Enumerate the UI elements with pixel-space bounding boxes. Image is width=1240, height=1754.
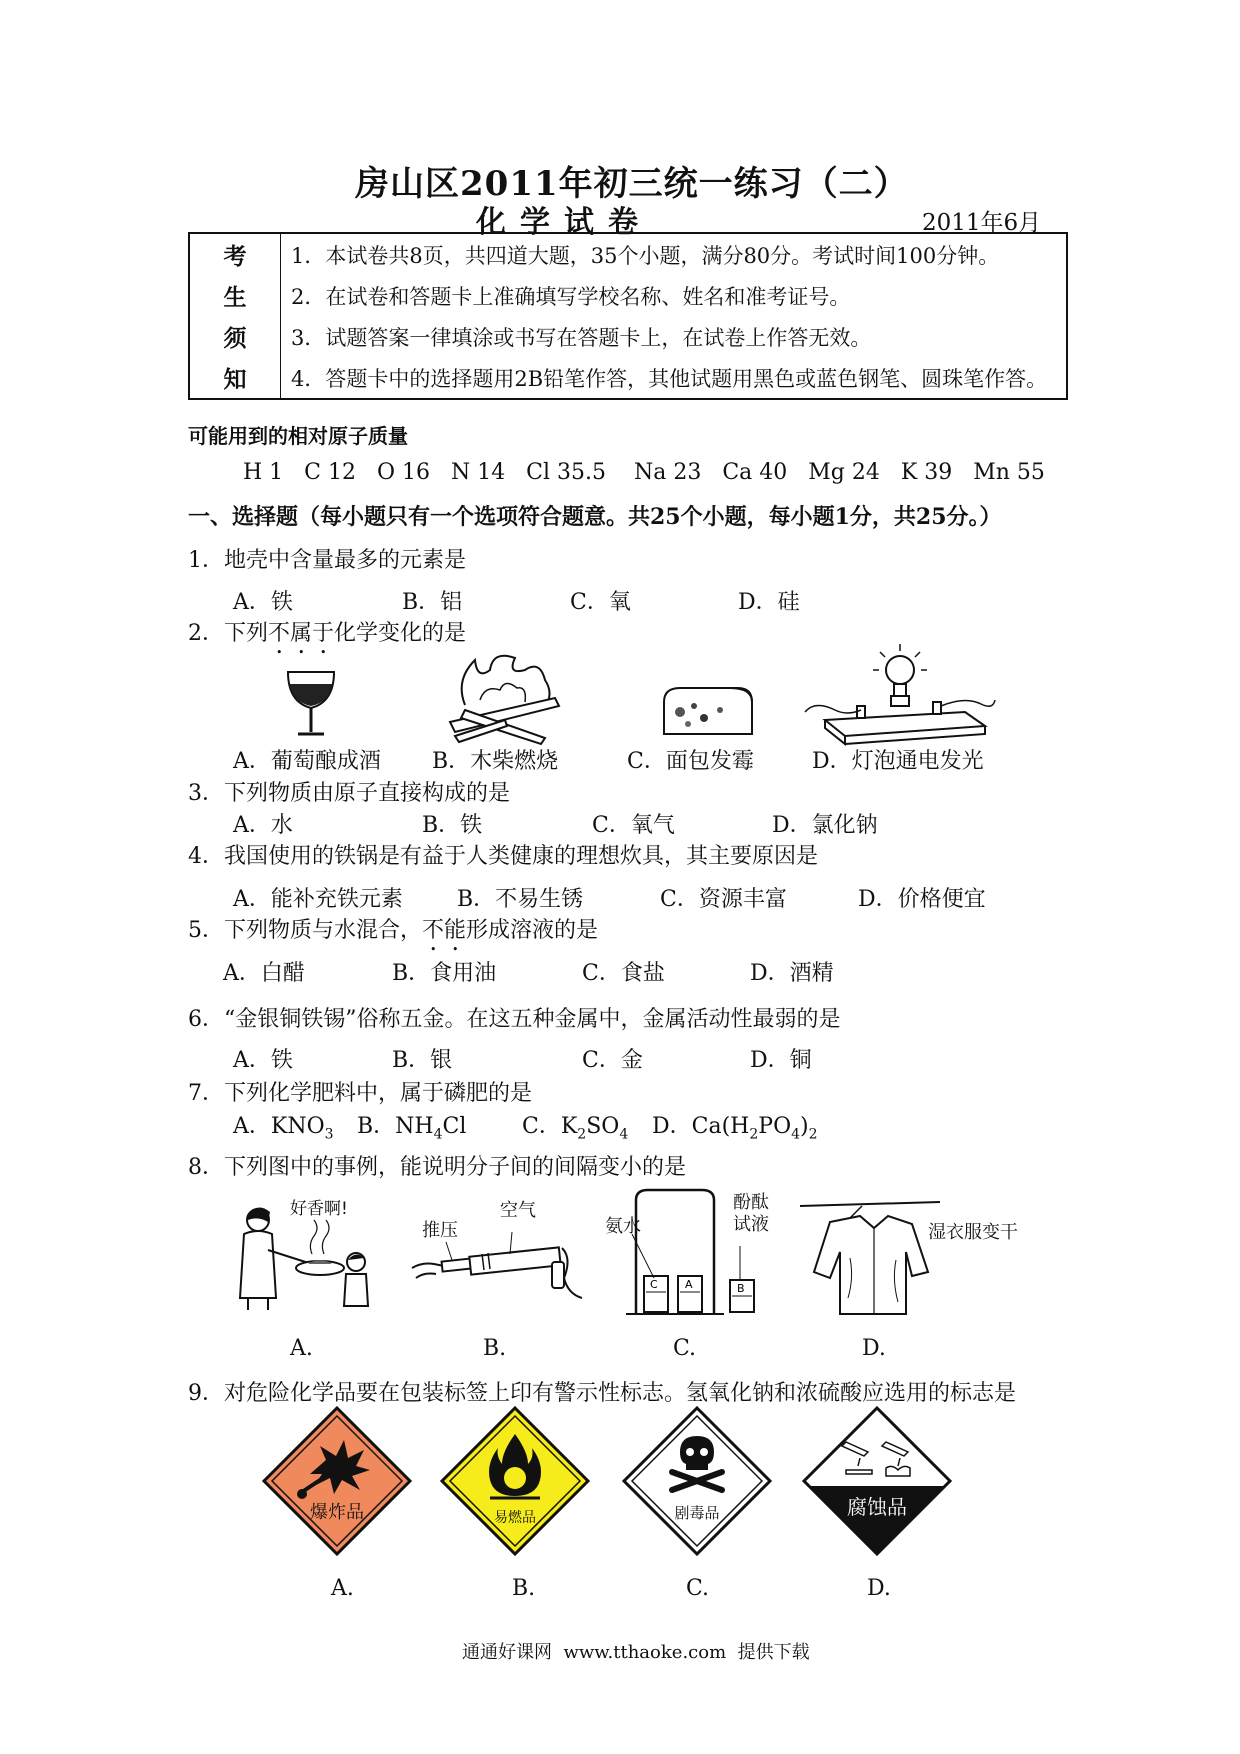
notice-item: 3．试题答案一律填涂或书写在答题卡上，在试卷上作答无效。 [281, 316, 1068, 357]
wine-glass-image [282, 668, 342, 740]
option-b: B．铝 [402, 590, 463, 615]
option-d: D．灯泡通电发光 [812, 749, 984, 774]
stem-post: 形成溶液的是 [466, 918, 599, 943]
question-stem: 3．下列物质由原子直接构成的是 [188, 781, 510, 806]
notice-item: 4．答题卡中的选择题用2B铅笔作答，其他试题用黑色或蓝色钢笔、圆珠笔作答。 [281, 357, 1068, 399]
beaker-label: C [650, 1278, 658, 1291]
stem-post: 化学变化的是 [334, 621, 467, 646]
option-b: B．铁 [422, 813, 483, 838]
option-d: D．氯化钠 [772, 813, 878, 838]
stem-pre: 2．下列 [188, 621, 268, 646]
option-d: D．铜 [750, 1048, 812, 1073]
image-label: 湿衣服变干 [928, 1222, 1018, 1243]
option-c: C. [673, 1336, 697, 1361]
question-stem [188, 616, 466, 659]
section-heading: 一、选择题（每小题只有一个选项符合题意。共25个小题，每小题1分，共25分。） [188, 504, 1002, 530]
option-a: A．$KNO_3$ [233, 1114, 334, 1143]
corrosive-hazard-sign [802, 1406, 952, 1556]
option-c: C. [686, 1576, 710, 1601]
option-b: B. [512, 1576, 536, 1601]
light-bulb-circuit-image [805, 640, 995, 745]
sign-label: 易燃品 [494, 1510, 536, 1526]
sign-label: 腐蚀品 [847, 1495, 907, 1519]
option-d: D．酒精 [750, 961, 834, 986]
question-stem: 8．下列图中的事例，能说明分子间的间隔变小的是 [188, 1155, 686, 1180]
option-d: D. [862, 1336, 886, 1361]
image-label: 氨水 [605, 1216, 641, 1237]
option-b: B．$NH_4Cl$ [357, 1114, 467, 1143]
notice-label-char: 知 [189, 357, 281, 399]
flammable-hazard-sign [440, 1406, 590, 1556]
option-a: A．能补充铁元素 [233, 887, 403, 912]
image-label: 好香啊! [290, 1199, 348, 1219]
option-a: A．白醋 [223, 961, 305, 986]
moldy-bread-image [660, 682, 755, 740]
question-stem [188, 913, 598, 956]
page-title: 房山区2011年初三统一练习（二） [355, 164, 909, 204]
option-a: A．铁 [233, 590, 293, 615]
question-stem: 4．我国使用的铁锅是有益于人类健康的理想炊具，其主要原因是 [188, 844, 818, 869]
beaker-label: A [685, 1278, 693, 1291]
atomic-mass-heading: 可能用到的相对原子质量 [188, 424, 408, 448]
option-d: D. [867, 1576, 891, 1601]
option-a: A．葡萄酿成酒 [233, 749, 381, 774]
beaker-label: B [737, 1282, 745, 1295]
option-c: C．氧气 [592, 813, 675, 838]
option-a: A. [331, 1576, 354, 1601]
option-c: C．面包发霉 [627, 749, 754, 774]
image-label: 试液 [733, 1214, 769, 1235]
option-a: A．铁 [233, 1048, 293, 1073]
option-d: D．价格便宜 [858, 887, 986, 912]
notice-label-char: 须 [189, 316, 281, 357]
exam-notice-table [188, 232, 1068, 400]
option-b: B．不易生锈 [457, 887, 584, 912]
notice-item: 2．在试卷和答题卡上准确填写学校名称、姓名和准考证号。 [281, 275, 1068, 316]
stem-emphasis: 不能 [422, 918, 467, 943]
question-stem: 1．地壳中含量最多的元素是 [188, 548, 466, 573]
toxic-hazard-sign [622, 1406, 772, 1556]
question-stem: 9．对危险化学品要在包装标签上印有警示性标志。氢氧化钠和浓硫酸应选用的标志是 [188, 1381, 1016, 1406]
stem-pre: 5．下列物质与水混合， [188, 918, 422, 943]
question-stem: 7．下列化学肥料中，属于磷肥的是 [188, 1081, 532, 1106]
image-label: 推压 [422, 1220, 458, 1241]
option-d: D．$Ca(H_2PO_4)_2$ [652, 1114, 818, 1143]
option-b: B．木柴燃烧 [432, 749, 559, 774]
sign-label: 爆炸品 [310, 1502, 364, 1523]
option-b: B．银 [392, 1048, 453, 1073]
wet-shirt-image [800, 1198, 940, 1318]
page-subtitle: 化学试卷 [476, 205, 652, 240]
image-label: 空气 [500, 1200, 536, 1221]
burning-wood-image [445, 650, 565, 745]
exam-date: 2011年6月 [922, 210, 1042, 236]
question-stem: 6．“金银铜铁锡”俗称五金。在这五种金属中，金属活动性最弱的是 [188, 1007, 841, 1032]
explosive-hazard-sign [262, 1406, 412, 1556]
notice-label-char: 考 [189, 233, 281, 275]
stem-emphasis: 不属于 [268, 621, 335, 646]
image-label: 酚酞 [733, 1192, 769, 1213]
sign-label: 剧毒品 [674, 1504, 720, 1522]
option-d: D．硅 [738, 590, 800, 615]
atomic-mass-values: H 1 C 12 O 16 N 14 Cl 35.5 Na 23 Ca 40 Mg 24 K 39 Mn 55 [243, 460, 1045, 485]
option-c: C．氧 [570, 590, 631, 615]
option-b: B．食用油 [392, 961, 497, 986]
option-a: A. [290, 1336, 313, 1361]
option-c: C．食盐 [582, 961, 665, 986]
option-c: C．金 [582, 1048, 643, 1073]
option-b: B. [483, 1336, 507, 1361]
notice-item: 1．本试卷共8页，共四道大题，35个小题，满分80分。考试时间100分钟。 [281, 233, 1068, 275]
notice-label-char: 生 [189, 275, 281, 316]
option-a: A．水 [233, 813, 293, 838]
footer-text: 通通好课网 www.tthaoke.com 提供下载 [462, 1642, 810, 1663]
option-c: C．资源丰富 [660, 887, 787, 912]
option-c: C．$K_2SO_4$ [522, 1114, 629, 1143]
